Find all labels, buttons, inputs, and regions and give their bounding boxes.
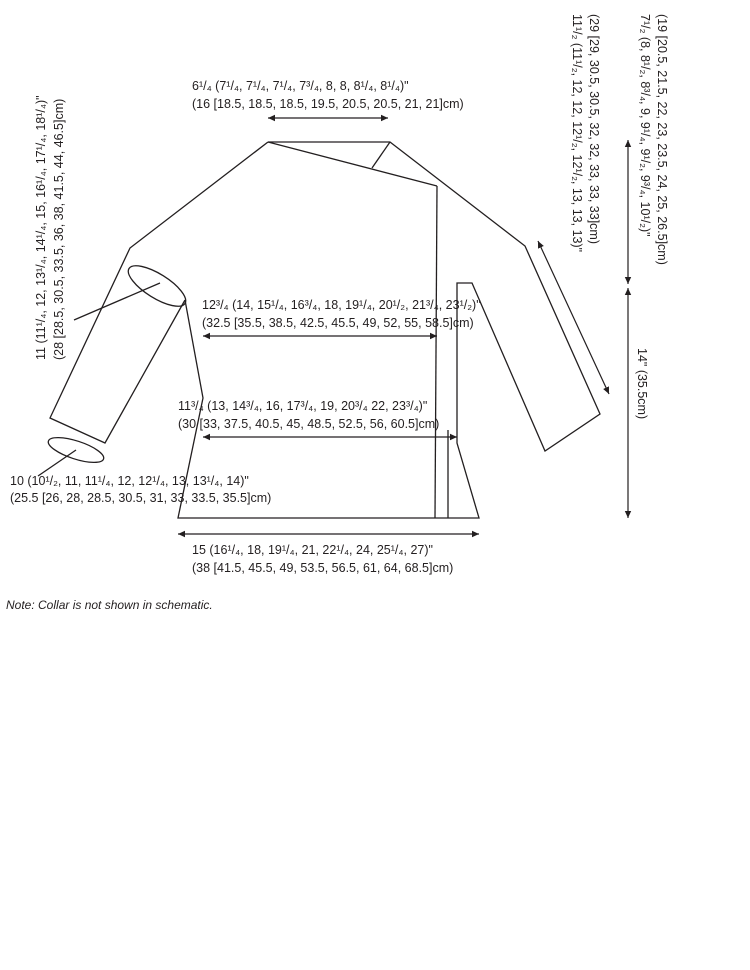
left-body-outline xyxy=(178,142,600,518)
upper-arm-label-2: (28 [28.5, 30.5, 33.5, 36, 38, 41.5, 44, 46.5]cm) xyxy=(52,98,66,360)
sleeve-length-label-2: (29 [29, 30.5, 30.5, 32, 32, 33, 33, 33]cm) xyxy=(587,14,601,245)
yoke-depth-label-2: (19 [20.5, 21.5, 22, 23, 23.5, 24, 25, 26.5]cm) xyxy=(655,14,669,265)
left-sleeve-outline xyxy=(50,142,268,443)
back-neck-label-2: (16 [18.5, 18.5, 18.5, 19.5, 20.5, 20.5, 21, 21]cm) xyxy=(192,97,464,111)
upper-body-label-1: 12³/₄ (14, 15¹/₄, 16³/₄, 18, 19¹/₄, 20¹/₂, 21³/₄, 23¹/₂)" xyxy=(202,298,481,312)
upper-body-label-2: (32.5 [35.5, 38.5, 42.5, 45.5, 49, 52, 55, 58.5]cm) xyxy=(202,316,474,330)
upper-arm-leader xyxy=(74,283,160,320)
front-panel-edge xyxy=(435,186,437,518)
back-neck-label-1: 6¹/₄ (7¹/₄, 7¹/₄, 7¹/₄, 7³/₄, 8, 8, 8¹/₄, 8¹/₄)" xyxy=(192,79,409,93)
front-panel-line xyxy=(268,142,437,186)
neck-fold-line xyxy=(372,142,390,168)
cuff-label-1: 10 (10¹/₂, 11, 11¹/₄, 12, 12¹/₄, 13, 13¹/₄, 14)" xyxy=(10,474,249,488)
upper-arm-ellipse xyxy=(123,258,192,313)
hem-label-2: (38 [41.5, 45.5, 49, 53.5, 56.5, 61, 64, 68.5]cm) xyxy=(192,561,454,575)
body-length-label: 14" (35.5cm) xyxy=(635,348,649,420)
collar-note: Note: Collar is not shown in schematic. xyxy=(6,598,213,612)
hem-label-1: 15 (16¹/₄, 18, 19¹/₄, 21, 22¹/₄, 24, 25¹/₄, 27)" xyxy=(192,543,433,557)
sleeve-length-arrow xyxy=(538,241,609,394)
waist-label-1: 11³/₄ (13, 14³/₄, 16, 17³/₄, 19, 20³/₄ 22, 23³/₄)" xyxy=(178,399,428,413)
cuff-label-2: (25.5 [26, 28, 28.5, 30.5, 31, 33, 33.5, 35.5]cm) xyxy=(10,491,272,505)
garment-outline xyxy=(50,142,600,518)
upper-arm-label-1: 11 (11¹/₄, 12, 13¹/₄, 14¹/₄, 15, 16¹/₄, 17¹/₄, 18¹/₄)" xyxy=(34,95,48,360)
yoke-depth-label-1: 7¹/₂ (8, 8¹/₂, 8³/₄, 9, 9¹/₄, 9¹/₂, 9³/₄, 10¹/₂)" xyxy=(638,14,652,237)
cuff-leader xyxy=(38,450,76,476)
waist-label-2: (30 [33, 37.5, 40.5, 45, 48.5, 52.5, 56, 60.5]cm) xyxy=(178,417,440,431)
sleeve-length-label-1: 11¹/₂ (11¹/₂, 12, 12, 12¹/₂, 12¹/₂, 13, 13, 13)" xyxy=(570,14,584,253)
